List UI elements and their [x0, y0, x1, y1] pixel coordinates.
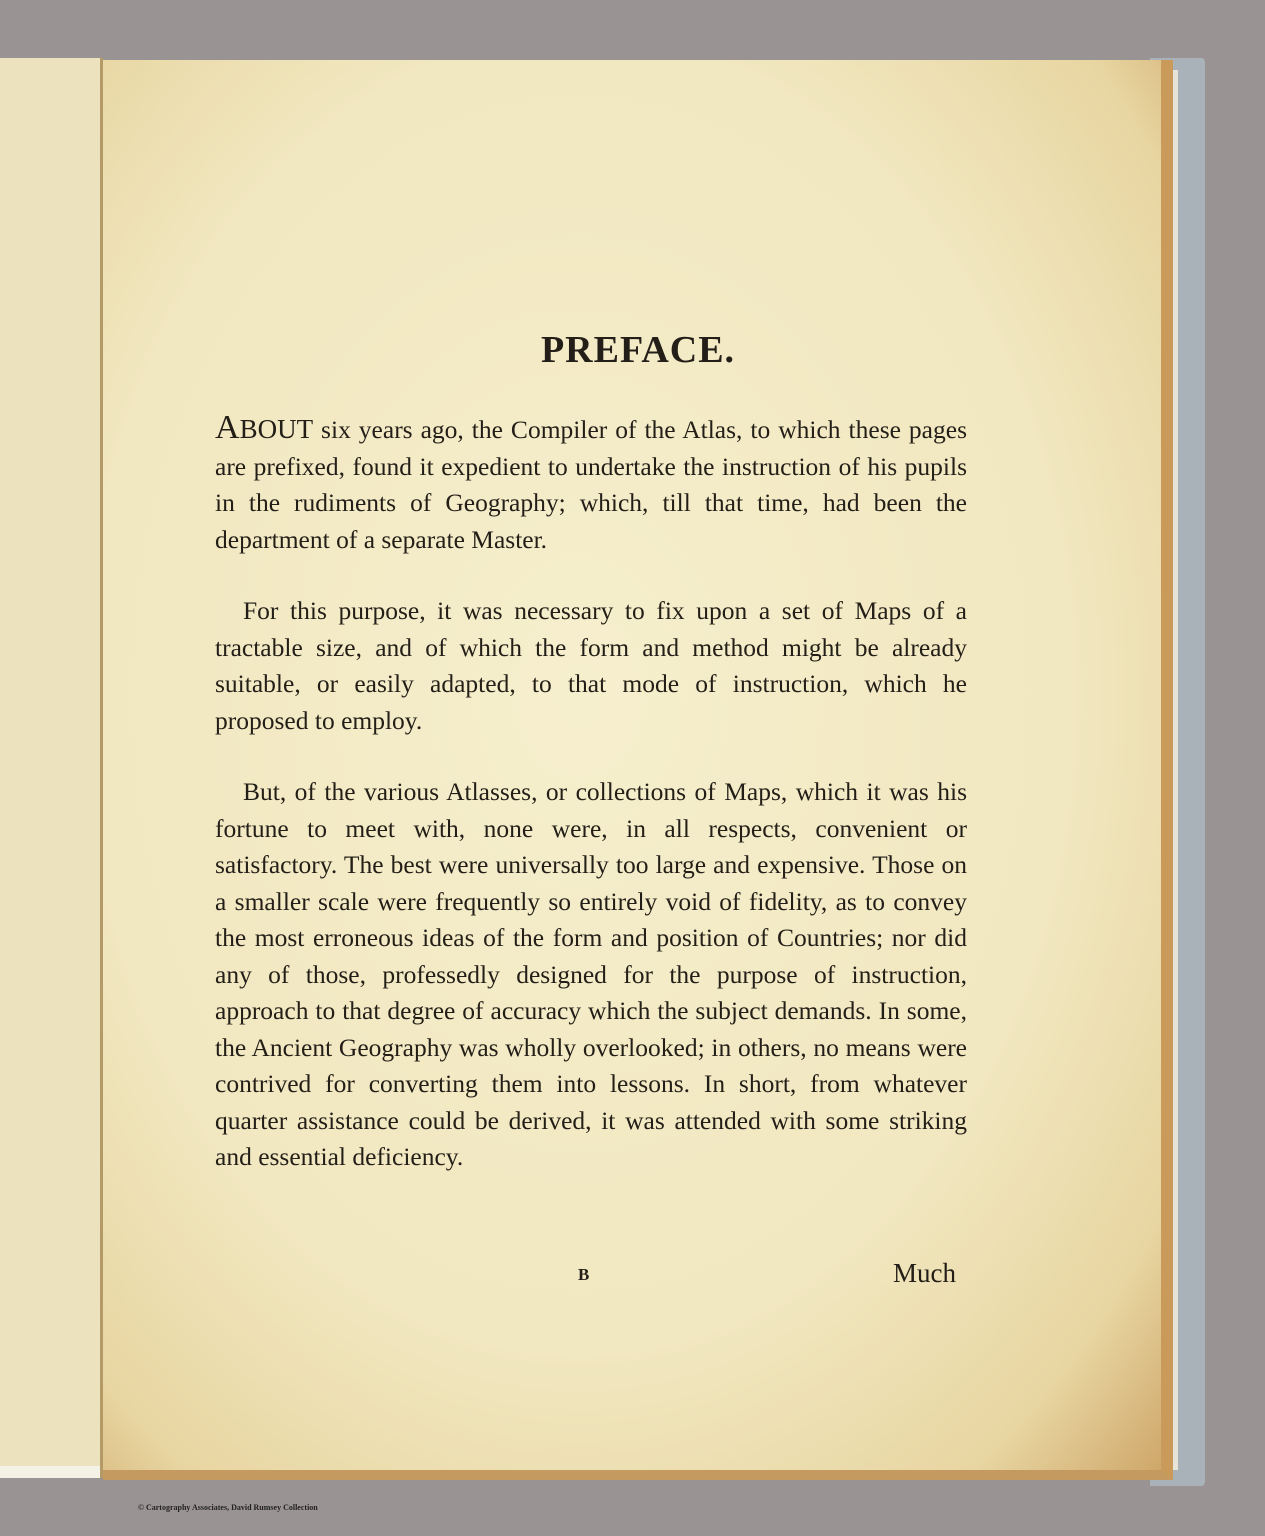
preface-page — [103, 60, 1173, 1480]
paragraph-1: ABOUT six years ago, the Compiler of the Atlas, to which these pages are prefixed, found it expedient to undertake the instruction of his pupils in the rudiments of Geography; which, till that time, had been the department of a separate Master. — [215, 409, 967, 554]
paragraph-2: For this purpose, it was necessary to fix upon a set of Maps of a tractable size, and of which the form and method might be already suitable, or easily adapted, to that mode of instruction, which he proposed to employ. — [215, 596, 967, 735]
copyright-credit: © Cartography Associates, David Rumsey Collection — [138, 1503, 318, 1512]
drop-cap: A — [215, 409, 240, 446]
left-page — [0, 58, 103, 1478]
body-text — [215, 410, 967, 1211]
page-title: PREFACE. — [540, 329, 736, 371]
paragraph-3: But, of the various Atlasses, or collections of Maps, which it was his fortune to meet with, none were, in all respects, convenient or satisfactory. The best were universally too large and expensive. Those on a smaller scale were frequently so entirely void of fidelity, as to convey the most erroneous ideas of the form and position of Countries; nor did any of those, professedly designed for the purpose of instruction, approach to that degree of accuracy which the subject demands. In some, the Ancient Geography was wholly overlooked; in others, no means were contrived for converting them into lessons. In short, from whatever quarter assistance could be derived, it was attended with some striking and essential deficiency. — [215, 777, 967, 1171]
catchword: Much — [893, 1258, 956, 1288]
signature-mark: B — [578, 1265, 590, 1284]
